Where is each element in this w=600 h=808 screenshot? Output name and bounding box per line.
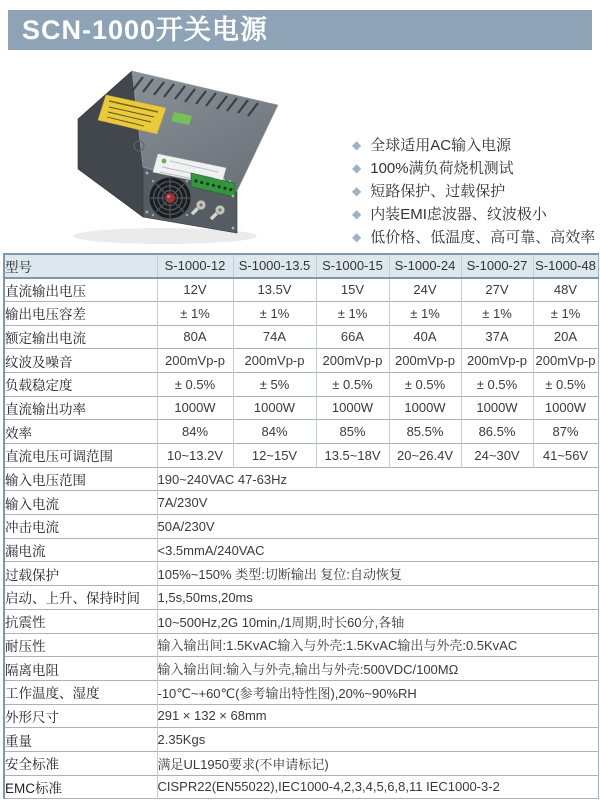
spec-row (4, 775, 598, 799)
spec-value: CISPR22(EN55022),IEC1000-4,2,3,4,5,6,8,11 IEC1000-3-2 (157, 775, 598, 799)
spec-value: 20A (533, 325, 598, 349)
spec-value: 1000W (157, 396, 233, 420)
spec-row-label: 漏电流 (5, 544, 46, 560)
spec-value: 48V (533, 278, 598, 302)
spec-value: 87% (533, 420, 598, 444)
diamond-bullet-icon: ◆ (352, 207, 362, 221)
spec-value: 1000W (316, 396, 389, 420)
spec-value: ± 0.5% (461, 372, 533, 396)
spec-value: 输入输出间:输入与外壳,输出与外壳:500VDC/100MΩ (157, 657, 598, 681)
product-section (0, 50, 600, 253)
spec-value: 85.5% (389, 420, 461, 444)
spec-value: <3.5mmA/240VAC (157, 538, 598, 562)
spec-value: 50A/230V (157, 515, 598, 539)
spec-row (4, 657, 598, 681)
spec-row (4, 704, 598, 728)
spec-row (4, 396, 598, 420)
spec-value: 1,5s,50ms,20ms (157, 586, 598, 610)
spec-value: 66A (316, 325, 389, 349)
spec-row (4, 467, 598, 491)
spec-row-label: 耐压性 (5, 638, 46, 654)
product-photo (40, 55, 340, 250)
spec-value: ± 0.5% (389, 372, 461, 396)
spec-value: 84% (157, 420, 233, 444)
spec-row (4, 278, 598, 302)
feature-item (352, 180, 595, 203)
spec-row (4, 586, 598, 610)
spec-row (4, 751, 598, 775)
feature-text: 短路保护、过载保护 (370, 183, 506, 200)
spec-value: 1000W (461, 396, 533, 420)
spec-value: 2.35Kgs (157, 728, 598, 752)
column-header-model: S-1000-48 (533, 254, 598, 278)
spec-row (4, 372, 598, 396)
spec-value: 满足UL1950要求(不申请标记) (157, 751, 598, 775)
column-header-model: S-1000-15 (316, 254, 389, 278)
spec-row (4, 728, 598, 752)
spec-value: 24V (389, 278, 461, 302)
spec-value: ± 0.5% (533, 372, 598, 396)
spec-row (4, 349, 598, 373)
spec-row-label: 冲击电流 (5, 520, 59, 536)
spec-value: 291 × 132 × 68mm (157, 704, 598, 728)
spec-value: ± 1% (533, 301, 598, 325)
spec-value: 12V (157, 278, 233, 302)
spec-value: ± 1% (389, 301, 461, 325)
feature-text: 低价格、低温度、高可靠、高效率 (370, 229, 596, 246)
spec-row (4, 609, 598, 633)
spec-value: ± 1% (157, 301, 233, 325)
spec-value: 15V (316, 278, 389, 302)
spec-table-body (4, 278, 598, 799)
spec-header-row (4, 254, 598, 278)
spec-value: 1000W (389, 396, 461, 420)
diamond-bullet-icon: ◆ (352, 184, 362, 198)
column-header-model: S-1000-12 (157, 254, 233, 278)
spec-row-label: 输入电压范围 (5, 473, 86, 489)
fan-icon (150, 178, 191, 219)
spec-value: 40A (389, 325, 461, 349)
spec-value: 12~15V (233, 444, 316, 468)
spec-value: ± 5% (233, 372, 316, 396)
spec-value: 27V (461, 278, 533, 302)
feature-text: 100%满负荷烧机测试 (370, 160, 514, 177)
spec-value: 200mVp-p (316, 349, 389, 373)
spec-row-label: 过载保护 (5, 567, 59, 583)
spec-value: 200mVp-p (233, 349, 316, 373)
spec-value: -10℃~+60℃(参考输出特性图),20%~90%RH (157, 680, 598, 704)
feature-item (352, 157, 595, 180)
spec-value: 86.5% (461, 420, 533, 444)
column-header-model-label: 型号 (5, 259, 32, 275)
spec-row (4, 515, 598, 539)
spec-row (4, 538, 598, 562)
spec-row-label: 抗震性 (5, 615, 46, 631)
spec-row-label: 负载稳定度 (5, 378, 73, 394)
spec-row-label: 隔离电阻 (5, 662, 59, 678)
spec-value: 190~240VAC 47-63Hz (157, 467, 598, 491)
spec-value: 7A/230V (157, 491, 598, 515)
spec-value: ± 1% (233, 301, 316, 325)
spec-row-label: 直流输出电压 (5, 283, 86, 299)
spec-row-label: 输出电压容差 (5, 307, 86, 323)
spec-value: 1000W (233, 396, 316, 420)
spec-value: 41~56V (533, 444, 598, 468)
spec-table (3, 253, 599, 799)
spec-row-label: 直流电压可调范围 (5, 449, 113, 465)
column-header-model: S-1000-13.5 (233, 254, 316, 278)
spec-value: 85% (316, 420, 389, 444)
spec-value: 80A (157, 325, 233, 349)
spec-row (4, 325, 598, 349)
spec-row-label: 安全标准 (5, 757, 59, 773)
spec-row-label: 输入电流 (5, 496, 59, 512)
spec-value: 37A (461, 325, 533, 349)
spec-row (4, 420, 598, 444)
spec-value: 200mVp-p (157, 349, 233, 373)
spec-value: ± 1% (461, 301, 533, 325)
spec-value: 13.5V (233, 278, 316, 302)
spec-row-label: 重量 (5, 733, 32, 749)
spec-value: 200mVp-p (461, 349, 533, 373)
spec-value: 200mVp-p (533, 349, 598, 373)
spec-value: 105%~150% 类型:切断输出 复位:自动恢复 (157, 562, 598, 586)
spec-value: 74A (233, 325, 316, 349)
spec-value: 24~30V (461, 444, 533, 468)
spec-value: ± 1% (316, 301, 389, 325)
feature-text: 全球适用AC输入电源 (370, 137, 512, 154)
spec-row-label: 额定输出电流 (5, 330, 86, 346)
column-header-model: S-1000-24 (389, 254, 461, 278)
spec-row-label: 效率 (5, 425, 32, 441)
spec-value: ± 0.5% (316, 372, 389, 396)
spec-value: ± 0.5% (157, 372, 233, 396)
column-header-model: S-1000-27 (461, 254, 533, 278)
spec-row-label: EMC标准 (5, 780, 62, 796)
spec-row-label: 直流输出功率 (5, 401, 86, 417)
spec-row (4, 680, 598, 704)
spec-row (4, 633, 598, 657)
spec-value: 1000W (533, 396, 598, 420)
feature-text: 内装EMI虑波器、纹波极小 (370, 206, 547, 223)
spec-row-label: 工作温度、湿度 (5, 686, 100, 702)
spec-value: 输入输出间:1.5KvAC输入与外壳:1.5KvAC输出与外壳:0.5KvAC (157, 633, 598, 657)
spec-value: 13.5~18V (316, 444, 389, 468)
spec-row-label: 外形尺寸 (5, 709, 59, 725)
feature-list (352, 134, 595, 249)
spec-value: 84% (233, 420, 316, 444)
page-title: SCN-1000开关电源 (8, 10, 592, 50)
spec-row (4, 491, 598, 515)
case-left-face (78, 71, 143, 217)
spec-row (4, 444, 598, 468)
power-supply-illustration (40, 55, 340, 250)
spec-row (4, 562, 598, 586)
spec-row-label: 启动、上升、保持时间 (5, 591, 140, 607)
spec-value: 20~26.4V (389, 444, 461, 468)
diamond-bullet-icon: ◆ (352, 138, 362, 152)
diamond-bullet-icon: ◆ (352, 161, 362, 175)
diamond-bullet-icon: ◆ (352, 230, 362, 244)
spec-row (4, 301, 598, 325)
spec-value: 10~13.2V (157, 444, 233, 468)
feature-item (352, 226, 595, 249)
spec-table-head (4, 254, 598, 278)
spec-row-label: 纹波及噪音 (5, 354, 73, 370)
spec-value: 10~500Hz,2G 10min,/1周期,时长60分,各轴 (157, 609, 598, 633)
feature-item (352, 134, 595, 157)
spec-value: 200mVp-p (389, 349, 461, 373)
feature-item (352, 203, 595, 226)
